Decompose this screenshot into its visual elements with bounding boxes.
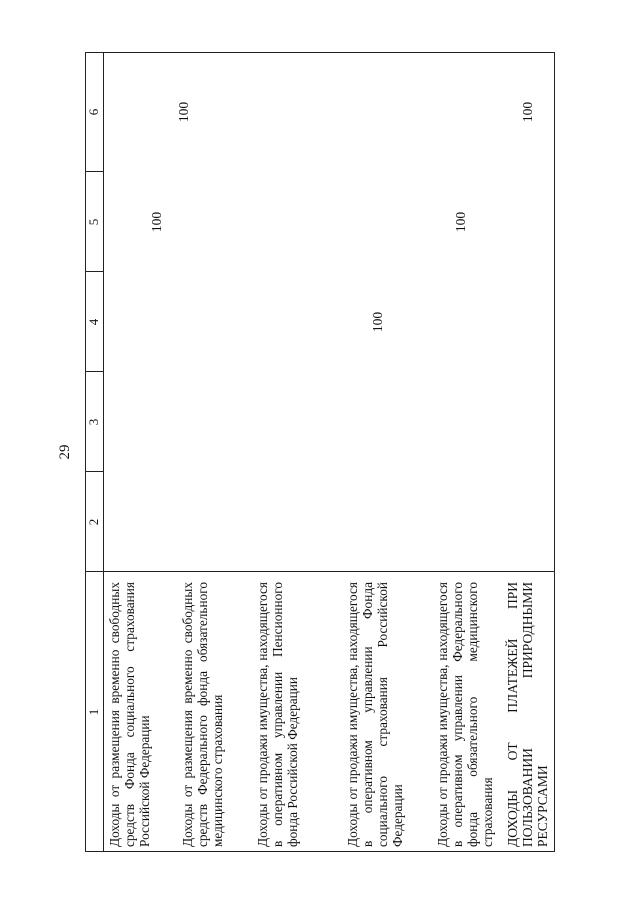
column-header-5: 5	[86, 218, 101, 226]
row-description: Доходы от размещения временно свободных средств Федерального фонда обязательного медицинского страхования	[180, 582, 225, 847]
row-description: Доходы от продажи имущества, находящегося в оперативном управлении Федерального фонда обязательного медицинского страхования	[435, 582, 495, 847]
column-header-6: 6	[86, 108, 101, 116]
page-number: 29	[57, 444, 73, 460]
row-description: Доходы от продажи имущества, находящегося в оперативном управлении Пенсионного фонда Российской Федерации	[255, 582, 300, 847]
header-divider	[103, 52, 104, 852]
column-header-2: 2	[86, 518, 101, 526]
row-description: ДОХОДЫ ОТ ПЛАТЕЖЕЙ ПРИ ПОЛЬЗОВАНИИ ПРИРОДНЫМИ РЕСУРСАМИ	[505, 582, 550, 847]
column-separator	[85, 571, 555, 572]
row-description: Доходы от продажи имущества, находящегося в оперативном управлении Фонда социального страхования Российской Федерации	[345, 582, 405, 847]
row-value-col5: 100	[149, 211, 164, 233]
rotated-table-sheet	[57, 52, 555, 852]
column-header-4: 4	[86, 318, 101, 326]
row-value-col6: 100	[520, 101, 535, 123]
row-value-col5: 100	[453, 211, 468, 233]
row-value-col4: 100	[370, 311, 385, 333]
data-table	[85, 52, 555, 852]
row-description: Доходы от размещения временно свободных средств Фонда социального страхования Российской Федерации	[107, 582, 152, 847]
column-header-3: 3	[86, 418, 101, 426]
column-header-1: 1	[86, 708, 101, 716]
row-value-col6: 100	[176, 101, 191, 123]
